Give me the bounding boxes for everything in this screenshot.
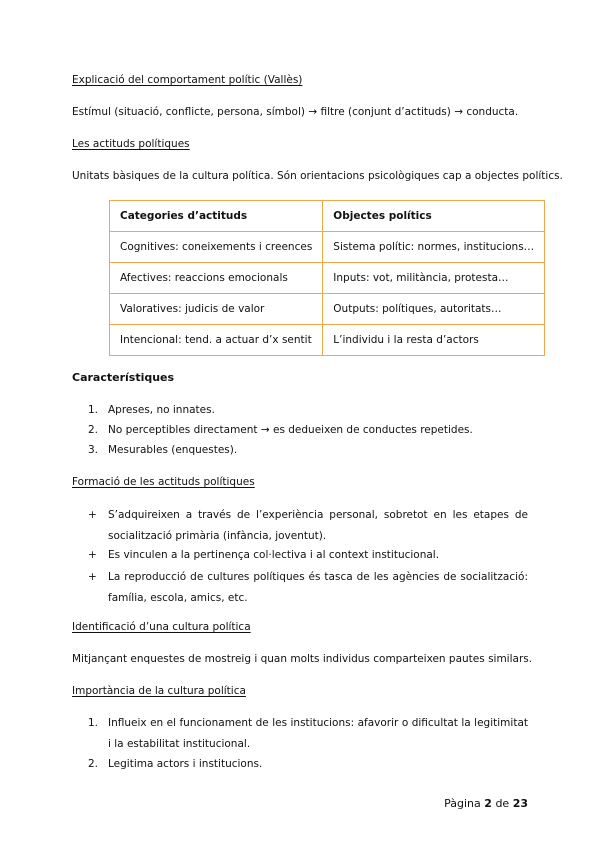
table-cell: Cognitives: coneixements i creences	[110, 232, 323, 263]
table-row	[110, 294, 545, 325]
table-cell: Inputs: vot, militància, protesta…	[323, 263, 545, 294]
list-number: 1.	[88, 717, 99, 729]
list-text: Es vinculen a la pertinença col·lectiva i al context institucional.	[108, 549, 440, 561]
list-number: 2.	[88, 758, 99, 770]
table-row	[110, 325, 545, 356]
section-title-valles: Explicació del comportament polític (Vallès)	[72, 74, 303, 86]
actituds-text: Unitats bàsiques de la cultura política. Són orientacions psicològiques cap a objectes polítics.	[72, 170, 563, 182]
table-cell: Afectives: reaccions emocionals	[110, 263, 323, 294]
section-title-importancia: Importància de la cultura política	[72, 685, 246, 697]
list-text: Apreses, no innates.	[108, 404, 215, 416]
plus-bullet-icon: +	[88, 509, 97, 521]
table-cell: Sistema polític: normes, institucions…	[323, 232, 545, 263]
table-row	[110, 232, 545, 263]
page-of-label: de	[495, 797, 510, 810]
list-number: 1.	[88, 404, 99, 416]
valles-text: Estímul (situació, conflicte, persona, símbol) → filtre (conjunt d’actituds) → conducta.	[72, 106, 519, 118]
table-header-row	[110, 201, 545, 232]
page-label: Pàgina	[444, 797, 481, 810]
section-title-identificacio: Identificació d’una cultura política	[72, 621, 251, 633]
list-text: La reproducció de cultures polítiques és tasca de les agències de socialització: família, escola, amics, etc.	[108, 571, 528, 604]
list-text: Legitima actors i institucions.	[108, 758, 263, 770]
list-text: Mesurables (enquestes).	[108, 444, 238, 456]
list-text: Influeix en el funcionament de les institucions: afavorir o dificultat la legitimitat i la estabilitat institucional.	[108, 717, 528, 750]
table-cell: Outputs: polítiques, autoritats…	[323, 294, 545, 325]
identificacio-text: Mitjançant enquestes de mostreig i quan molts individus comparteixen pautes similars.	[72, 653, 533, 665]
table-cell: L’individu i la resta d’actors	[323, 325, 545, 356]
plus-bullet-icon: +	[88, 571, 97, 583]
table-cell: Valoratives: judicis de valor	[110, 294, 323, 325]
page-number-footer	[444, 797, 528, 811]
table-cell: Intencional: tend. a actuar d’x sentit	[110, 325, 323, 356]
list-number: 3.	[88, 444, 99, 456]
total-pages: 23	[512, 797, 528, 810]
list-text: No perceptibles directament → es dedueixen de conductes repetides.	[108, 424, 473, 436]
plus-bullet-icon: +	[88, 549, 97, 561]
list-number: 2.	[88, 424, 99, 436]
table-header-cell: Objectes polítics	[323, 201, 545, 232]
section-title-actituds: Les actituds polítiques	[72, 138, 190, 150]
section-title-formacio: Formació de les actituds polítiques	[72, 476, 255, 488]
table-header-cell: Categories d’actituds	[110, 201, 323, 232]
table-row	[110, 263, 545, 294]
attitudes-table	[109, 200, 545, 356]
section-title-caracteristiques: Característiques	[72, 371, 175, 384]
current-page: 2	[484, 797, 492, 810]
list-text: S’adquireixen a través de l’experiència personal, sobretot en les etapes de socialització primària (infància, joventut).	[108, 509, 528, 542]
